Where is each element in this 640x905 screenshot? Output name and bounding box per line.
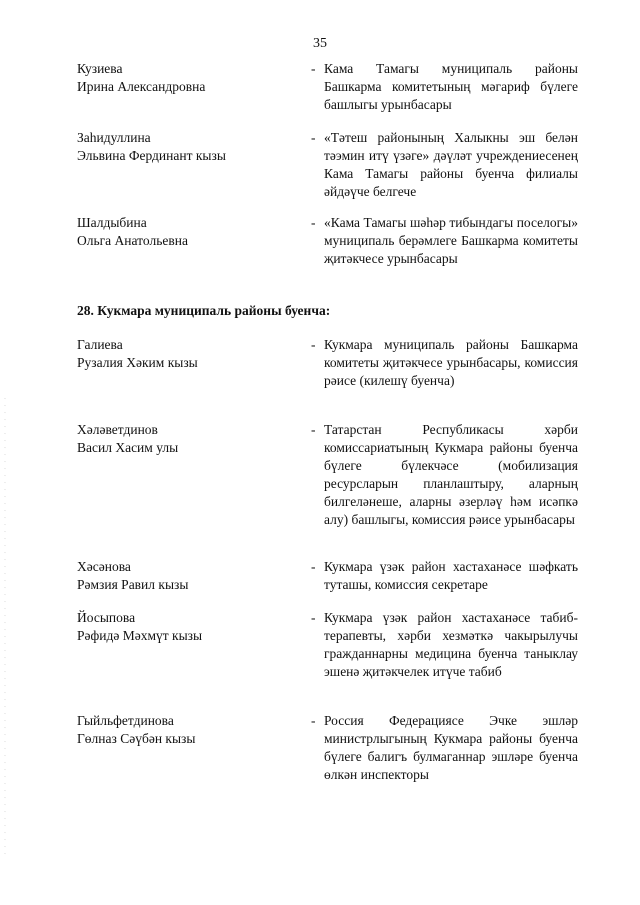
separator-dash: - xyxy=(311,610,316,625)
person-position: Россия Федерациясе Эчке эшләр министрлыгының Кукмара районы буенча бүлеге балигъ булмаганнар эшләре буенча өлкән инспекторы xyxy=(324,713,578,782)
person-position: «Кама Тамагы шәһәр тибындагы поселогы» муниципаль берәмлеге Башкарма комитеты җитәкчесе урынбасары xyxy=(324,215,578,266)
person-surname: Кузиева xyxy=(77,61,123,76)
person-given-name: Васил Хасим улы xyxy=(77,440,179,455)
separator-dash: - xyxy=(311,713,316,728)
person-name xyxy=(77,712,297,748)
person-given-name: Ирина Александровна xyxy=(77,79,206,94)
separator-dash: - xyxy=(311,559,316,574)
person-position: Кама Тамагы муниципаль районы Башкарма комитетының мәгариф бүлеге башлыгы урынбасары xyxy=(324,61,578,112)
person-position: Кукмара муниципаль районы Башкарма комитеты җитәкчесе урынбасары, комиссия рәисе (килешү буенча) xyxy=(324,337,578,388)
scan-artifact xyxy=(3,395,7,855)
person-given-name: Гөлназ Сәүбән кызы xyxy=(77,731,196,746)
separator-dash: - xyxy=(311,422,316,437)
person-name xyxy=(77,336,297,372)
person-given-name: Рәмзия Равил кызы xyxy=(77,577,189,592)
person-given-name: Рәфидә Мәхмүт кызы xyxy=(77,628,203,643)
person-given-name: Эльвина Фердинант кызы xyxy=(77,148,226,163)
person-name xyxy=(77,214,297,250)
person-name xyxy=(77,421,297,457)
person-surname: Гыйльфетдинова xyxy=(77,713,174,728)
person-name xyxy=(77,60,297,96)
section-heading: 28. Кукмара муниципаль районы буенча: xyxy=(77,303,331,318)
person-name xyxy=(77,129,297,165)
person-given-name: Ольга Анатольевна xyxy=(77,233,188,248)
person-position: «Тәтеш районының Халыкны эш белән тәэмин итү үзәге» дәүләт учреждениесенең Кама Тамагы районы буенча филиалы әйдәүче белгече xyxy=(324,130,578,199)
person-position: Кукмара үзәк район хастаханәсе шәфкать туташы, комиссия секретаре xyxy=(324,559,578,592)
person-surname: Заһидуллина xyxy=(77,130,151,145)
person-position: Кукмара үзәк район хастаханәсе табиб-терапевты, хәрби хезмәткә чакырылучы гражданнарны медицина буенча таныклау эшенә җитәкчелек итүче табиб xyxy=(324,610,578,679)
separator-dash: - xyxy=(311,61,316,76)
person-surname: Шалдыбина xyxy=(77,215,147,230)
separator-dash: - xyxy=(311,130,316,145)
person-surname: Хәләветдинов xyxy=(77,422,158,437)
person-surname: Хәсәнова xyxy=(77,559,131,574)
person-name xyxy=(77,609,297,645)
person-given-name: Рузалия Хәким кызы xyxy=(77,355,198,370)
person-position: Татарстан Республикасы хәрби комиссариатының Кукмара районы буенча бүлеге бүлекчәсе (мобилизация ресурсларын планлаштыру, аларның билгеләнеше, аларны әзерләү һәм исәпкә алу) башлыгы, комиссия рәисе урынбасары xyxy=(324,422,578,527)
separator-dash: - xyxy=(311,337,316,352)
person-name xyxy=(77,558,297,594)
person-surname: Йосыпова xyxy=(77,610,136,625)
separator-dash: - xyxy=(311,215,316,230)
page-number: 35 xyxy=(313,36,327,51)
person-surname: Галиева xyxy=(77,337,123,352)
